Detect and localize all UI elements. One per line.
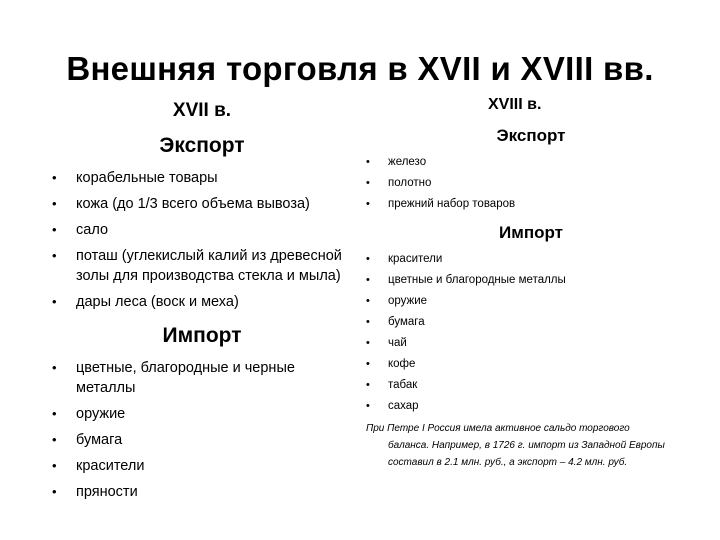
export-heading-17: Экспорт xyxy=(159,134,245,157)
note-first-line: При Петре I Россия имела активное сальдо торгового xyxy=(366,423,630,434)
list-item: • поташ (углекислый калий из древесной золы для производства стекла и мыла) xyxy=(52,248,342,284)
page-title: Внешняя торговля в XVII и XVIII вв. xyxy=(66,50,654,87)
century-heading-18: XVIII в. xyxy=(488,96,542,113)
list-item: • красители xyxy=(52,458,145,474)
column-18th-century xyxy=(366,92,696,471)
bullet-icon: • xyxy=(366,274,370,286)
note-continuation: баланса. Например, в 1726 г. импорт из Западной Европы составил в 2.1 млн. руб., а экспорт – 4.2 млн. руб. xyxy=(388,440,665,468)
bullet-icon: • xyxy=(366,400,370,412)
list-item: • красители xyxy=(366,253,443,265)
export-list-18 xyxy=(366,155,696,212)
bullet-icon: • xyxy=(52,248,57,263)
list-item: • сало xyxy=(52,222,109,238)
export-heading-18: Экспорт xyxy=(496,126,566,145)
bullet-icon: • xyxy=(52,458,57,473)
bullet-icon: • xyxy=(52,360,57,375)
bullet-icon: • xyxy=(366,295,370,307)
list-item: • цветные и благородные металлы xyxy=(366,274,566,286)
bullet-icon: • xyxy=(52,406,57,421)
list-item: • оружие xyxy=(366,295,428,307)
trade-balance-note xyxy=(366,420,696,471)
list-item: • цветные, благородные и черные металлы xyxy=(52,360,295,396)
bullet-icon: • xyxy=(52,222,57,237)
bullet-icon: • xyxy=(366,337,370,349)
import-list-18 xyxy=(366,252,696,414)
list-item: • пряности xyxy=(52,484,138,500)
bullet-icon: • xyxy=(366,358,370,370)
bullet-icon: • xyxy=(366,379,370,391)
list-item: • бумага xyxy=(366,316,425,328)
bullet-icon: • xyxy=(52,294,57,309)
list-item: • оружие xyxy=(52,406,126,422)
bullet-icon: • xyxy=(52,484,57,499)
import-heading-17: Импорт xyxy=(162,324,242,347)
import-list-17 xyxy=(52,358,352,502)
bullet-icon: • xyxy=(52,170,57,185)
list-item: • корабельные товары xyxy=(52,170,218,186)
list-item: • табак xyxy=(366,379,418,391)
list-item: • железо xyxy=(366,156,427,168)
bullet-icon: • xyxy=(366,316,370,328)
bullet-icon: • xyxy=(366,253,370,265)
bullet-icon: • xyxy=(366,156,370,168)
list-item: • чай xyxy=(366,337,407,349)
export-list-17 xyxy=(52,168,352,312)
list-item: • кожа (до 1/3 всего объема вывоза) xyxy=(52,196,310,212)
bullet-icon: • xyxy=(366,177,370,189)
bullet-icon: • xyxy=(52,196,57,211)
list-item: • кофе xyxy=(366,358,416,370)
list-item: • бумага xyxy=(52,432,123,448)
list-item: • полотно xyxy=(366,177,432,189)
bullet-icon: • xyxy=(366,198,370,210)
century-heading-17: XVII в. xyxy=(172,100,232,121)
list-item: • прежний набор товаров xyxy=(366,198,516,210)
list-item: • сахар xyxy=(366,400,419,412)
column-17th-century xyxy=(52,92,352,508)
list-item: • дары леса (воск и меха) xyxy=(52,294,239,310)
import-heading-18: Импорт xyxy=(499,223,563,242)
bullet-icon: • xyxy=(52,432,57,447)
